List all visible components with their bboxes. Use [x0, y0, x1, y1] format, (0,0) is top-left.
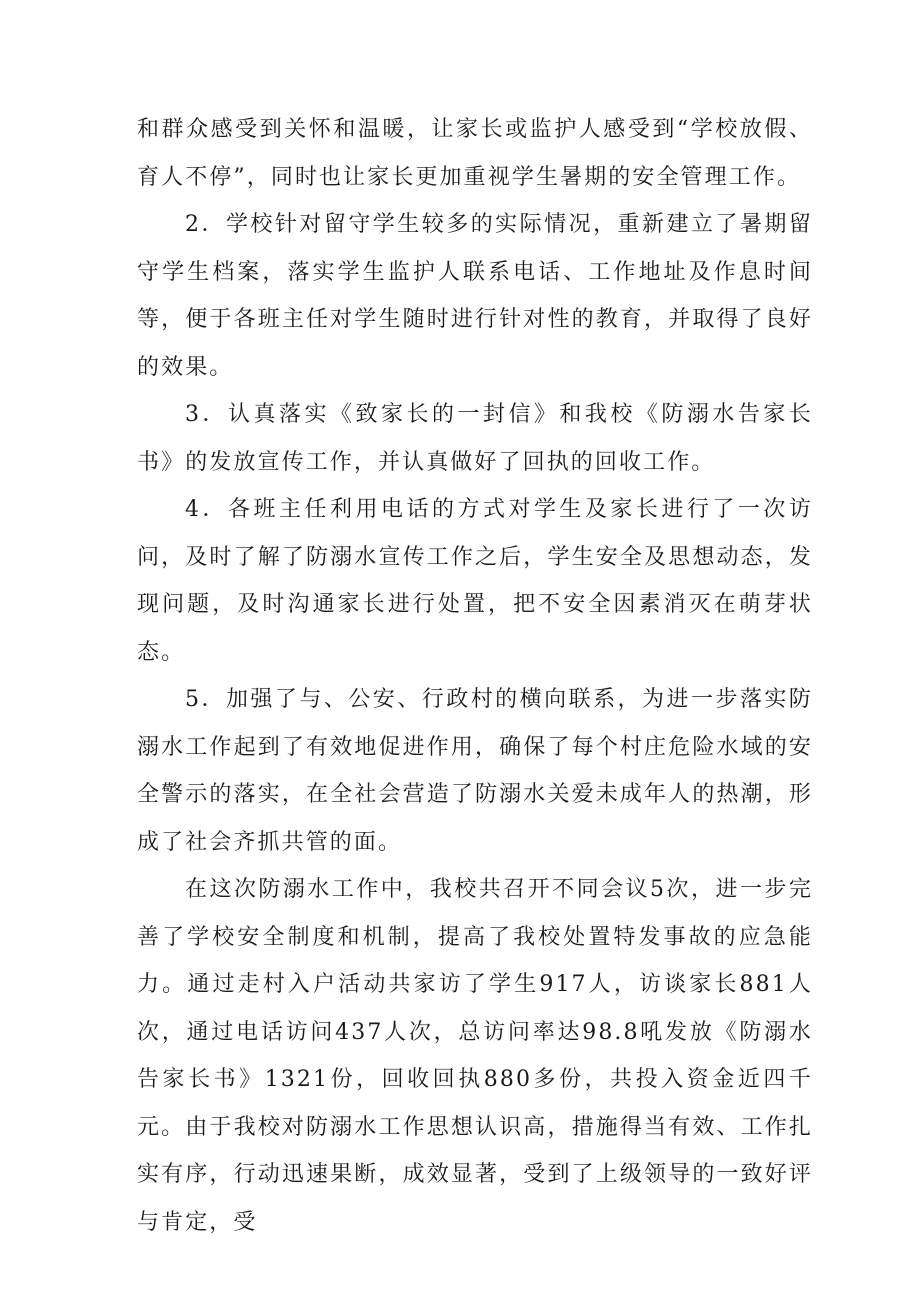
paragraph-item-4: 4．各班主任利用电话的方式对学生及家长进行了一次访问，及时了解了防溺水宣传工作之后，学生安全及思想动态，发现问题，及时沟通家长进行处置，把不安全因素消灭在萌芽状态。 [137, 497, 813, 665]
paragraph-item-2: 2．学校针对留守学生较多的实际情况，重新建立了暑期留守学生档案，落实学生监护人联系电话、工作地址及作息时间等，便于各班主任对学生随时进行针对性的教育，并取得了良好的效果。 [137, 212, 813, 380]
paragraph-item-3: 3．认真落实《致家长的一封信》和我校《防溺水告家长书》的发放宣传工作，并认真做好了回执的回收工作。 [137, 402, 813, 475]
paragraph-continuation: 和群众感受到关怀和温暖，让家长或监护人感受到“学校放假、育人不停”，同时也让家长更加重视学生暑期的安全管理工作。 [137, 117, 813, 190]
document-body [137, 106, 813, 1246]
paragraph-summary: 在这次防溺水工作中，我校共召开不同会议5次，进一步完善了学校安全制度和机制，提高了我校处置特发事故的应急能力。通过走村入户活动共家访了学生917人，访谈家长881人次，通过电话访问437人次，总访问率达98.8吼发放《防溺水告家长书》1321份，回收回执880多份，共投入资金近四千元。由于我校对防溺水工作思想认识高，措施得当有效、工作扎实有序，行动迅速果断，成效显著，受到了上级领导的一致好评与肯定，受 [137, 877, 813, 1235]
paragraph-item-5: 5．加强了与、公安、行政村的横向联系，为进一步落实防溺水工作起到了有效地促进作用，确保了每个村庄危险水域的安全警示的落实，在全社会营造了防溺水关爱未成年人的热潮，形成了社会齐抓共管的面。 [137, 687, 813, 855]
